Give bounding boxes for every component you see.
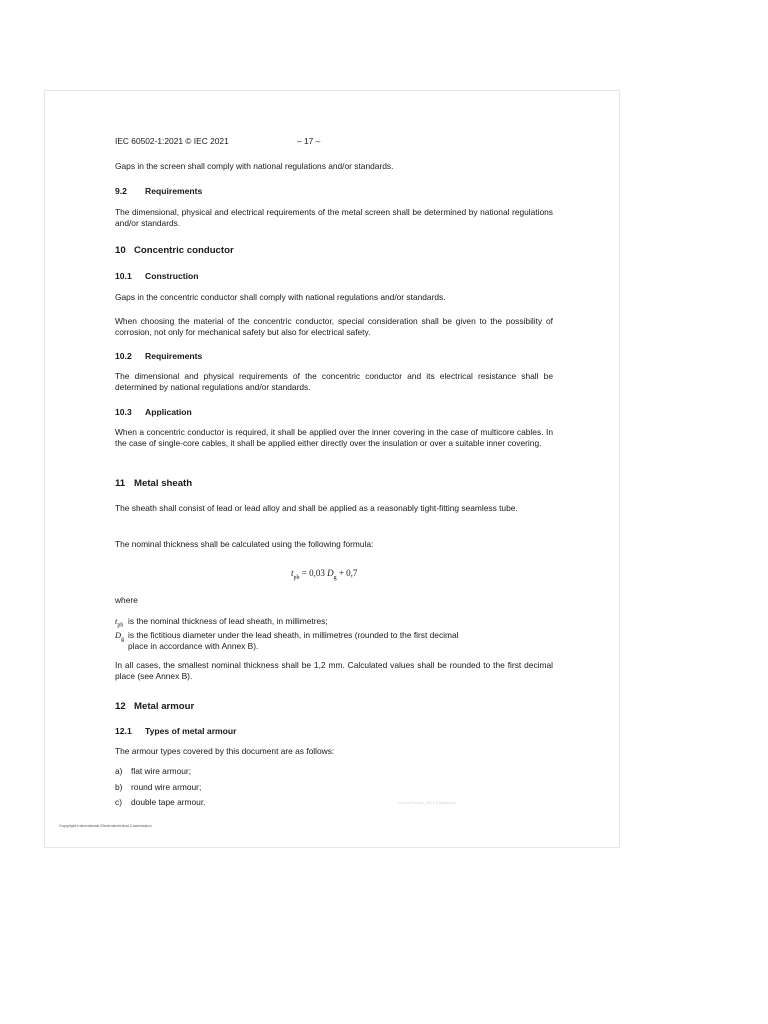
list-item-text: round wire armour; xyxy=(131,782,202,792)
heading-number: 9.2 xyxy=(115,186,127,196)
list-item-label: c) xyxy=(115,797,122,807)
header-page-number: – 17 – xyxy=(297,136,321,146)
symbol-letter: t xyxy=(115,617,118,626)
definition-text: is the nominal thickness of lead sheath, in millimetres; xyxy=(128,616,328,626)
heading-number: 10.1 xyxy=(115,271,132,281)
list-item-c xyxy=(115,797,206,808)
formula-subscript-pb: pb xyxy=(293,574,300,581)
copyright-notice: Copyright International Electrotechnical Commission xyxy=(59,823,152,828)
symbol-subscript: g xyxy=(121,636,125,643)
paragraph-9-2: The dimensional, physical and electrical requirements of the metal screen shall be determined by national regulations and/or standards. xyxy=(115,207,553,228)
list-item-b xyxy=(115,782,201,793)
formula-symbol-d: D xyxy=(327,568,334,578)
heading-title: Types of metal armour xyxy=(145,726,237,736)
watermark-text: Not for Resale, 2021 Distribution xyxy=(398,800,456,805)
heading-10 xyxy=(115,245,234,256)
paragraph-11a: The sheath shall consist of lead or lead alloy and shall be applied as a reasonably tight-fitting seamless tube. xyxy=(115,503,518,513)
list-item-text: double tape armour. xyxy=(131,797,206,807)
heading-number: 12 xyxy=(115,701,126,712)
definition-text: is the fictitious diameter under the lead sheath, in millimetres (rounded to the first decimal xyxy=(128,630,459,640)
heading-12-1 xyxy=(115,726,237,737)
list-item-a xyxy=(115,766,191,777)
list-item-label: b) xyxy=(115,782,123,792)
formula-equals: = 0,03 xyxy=(299,568,328,578)
definition-dg-continuation: place in accordance with Annex B). xyxy=(128,641,259,651)
heading-number: 12.1 xyxy=(115,726,132,736)
list-item-label: a) xyxy=(115,766,123,776)
heading-9-2 xyxy=(115,186,202,197)
paragraph-10-2: The dimensional and physical requirements of the concentric conductor and its electrical resistance shall be determined by national regulations and/or standards. xyxy=(115,371,553,392)
heading-title: Construction xyxy=(145,271,199,281)
heading-11 xyxy=(115,478,192,489)
heading-title: Requirements xyxy=(145,351,203,361)
heading-12 xyxy=(115,701,194,712)
paragraph-10-3: When a concentric conductor is required, it shall be applied over the inner covering in the case of multicore cables. In the case of single-core cables, it shall be applied either directly over the insulation or over a suitable inner covering. xyxy=(115,427,553,448)
list-item-text: flat wire armour; xyxy=(131,766,192,776)
heading-title: Metal armour xyxy=(134,701,195,712)
definition-symbol xyxy=(115,630,128,646)
heading-number: 11 xyxy=(115,478,126,489)
formula-tail: + 0,7 xyxy=(336,568,358,578)
formula-symbol-t: t xyxy=(291,568,294,578)
paragraph-10-1b: When choosing the material of the concentric conductor, special consideration shall be given to the possibility of corrosion, not only for mechanical safety but also for electrical safety. xyxy=(115,316,553,337)
symbol-letter: D xyxy=(115,631,122,640)
heading-10-3 xyxy=(115,407,192,418)
heading-title: Requirements xyxy=(145,186,203,196)
heading-number: 10.2 xyxy=(115,351,132,361)
header-standard-id: IEC 60502-1:2021 © IEC 2021 xyxy=(115,136,229,146)
paragraph-10-1a: Gaps in the concentric conductor shall comply with national regulations and/or standards. xyxy=(115,292,446,302)
document-page xyxy=(44,90,620,848)
heading-10-1 xyxy=(115,271,198,282)
paragraph-gaps-screen: Gaps in the screen shall comply with national regulations and/or standards. xyxy=(115,161,394,171)
heading-title: Metal sheath xyxy=(134,478,193,489)
heading-number: 10 xyxy=(115,245,126,256)
heading-number: 10.3 xyxy=(115,407,132,417)
symbol-subscript: pb xyxy=(117,622,124,629)
heading-title: Application xyxy=(145,407,192,417)
where-label: where xyxy=(115,595,138,605)
formula-lead-sheath-thickness xyxy=(291,568,357,584)
paragraph-11c: In all cases, the smallest nominal thickness shall be 1,2 mm. Calculated values shall be rounded to the first decimal place (see Annex B). xyxy=(115,660,553,681)
paragraph-11b: The nominal thickness shall be calculated using the following formula: xyxy=(115,539,374,549)
formula-subscript-g: g xyxy=(333,574,337,581)
heading-10-2 xyxy=(115,351,202,362)
heading-title: Concentric conductor xyxy=(134,245,234,256)
paragraph-12-1: The armour types covered by this document are as follows: xyxy=(115,746,335,756)
